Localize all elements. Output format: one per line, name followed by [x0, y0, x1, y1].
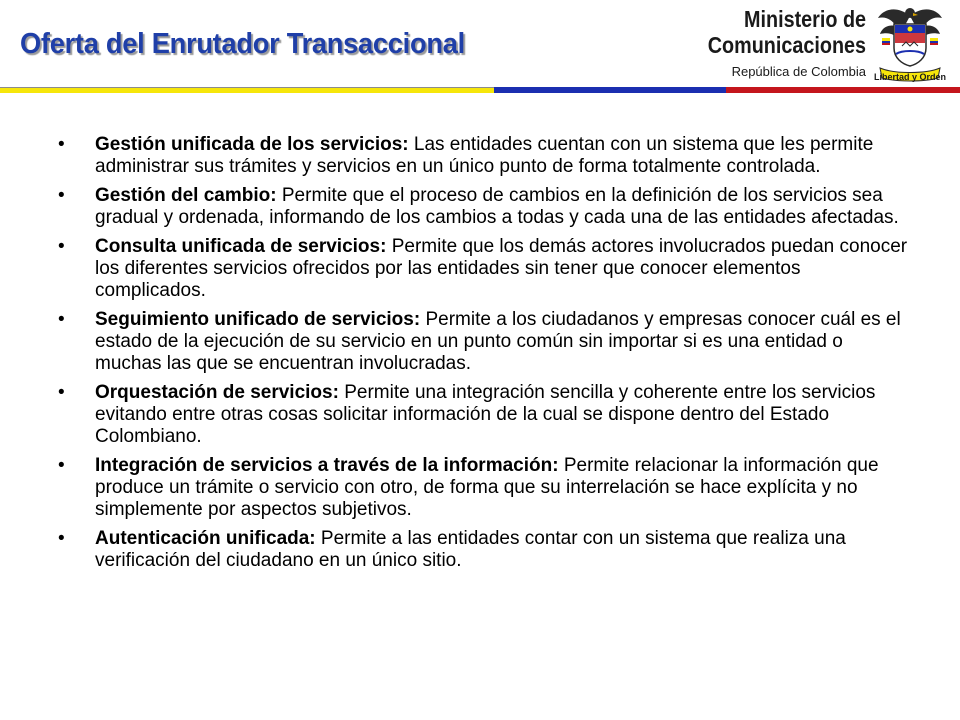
bullet-item [58, 528, 908, 572]
bullet-item [58, 455, 908, 521]
ministry-logo-text [682, 6, 866, 79]
bullet-term: Integración de servicios a través de la información: [95, 455, 559, 476]
bullet-description: Permite que el proceso de cambios en la definición de los servicios sea gradual y ordenada, informando de los cambios a todas y cada una de las entidades afectadas. [95, 185, 899, 228]
bullet-icon: • [58, 309, 65, 330]
bullet-icon: • [58, 455, 65, 476]
bullet-icon: • [58, 528, 65, 549]
page-title: Oferta del Enrutador Transaccional [20, 28, 465, 60]
bullet-icon: • [58, 185, 65, 206]
flag-bar-yellow [0, 87, 494, 93]
bullet-description: Permite a las entidades contar con un sistema que realiza una verificación del ciudadano en un único sitio. [95, 528, 846, 571]
bullet-description: Permite a los ciudadanos y empresas conocer cuál es el estado de la ejecución de su servicio en un punto común sin importar si es una entidad o muchas las que se encuentran involucradas. [95, 309, 901, 374]
bullet-item [58, 309, 908, 375]
country-name: República de Colombia [731, 64, 866, 79]
bullet-term: Autenticación unificada: [95, 528, 316, 549]
bullet-item [58, 185, 908, 229]
bullet-list [58, 134, 908, 579]
flag-bar-red [726, 87, 960, 93]
bullet-icon: • [58, 236, 65, 257]
bullet-item [58, 236, 908, 302]
bullet-term: Consulta unificada de servicios: [95, 236, 387, 257]
bullet-description: Permite una integración sencilla y coherente entre los servicios evitando entre otras cosas solicitar información de la cual se dispone dentro del Estado Colombiano. [95, 382, 876, 447]
crest-motto: Libertad y Orden [874, 72, 947, 82]
bullet-term: Gestión unificada de los servicios: [95, 134, 409, 155]
bullet-icon: • [58, 382, 65, 403]
bullet-description: Permite que los demás actores involucrados puedan conocer los diferentes servicios ofrecidos por las entidades sin tener que conocer elementos complicados. [95, 236, 908, 301]
bullet-term: Orquestación de servicios: [95, 382, 339, 403]
bullet-item [58, 382, 908, 448]
flag-bar-blue [494, 87, 726, 93]
bullet-term: Seguimiento unificado de servicios: [95, 309, 421, 330]
bullet-description: Las entidades cuentan con un sistema que les permite administrar sus trámites y servicios en un único punto de forma totalmente controlada. [95, 134, 874, 177]
bullet-description: Permite relacionar la información que produce un trámite o servicio con otro, de forma que su interrelación se hace explícita y no simplemente por aspectos subjetivos. [95, 455, 879, 520]
bullet-icon: • [58, 134, 65, 155]
flag-color-bar [0, 87, 960, 93]
ministry-name-line1: Ministerio de [744, 6, 866, 32]
ministry-name-line2: Comunicaciones [707, 32, 866, 58]
bullet-term: Gestión del cambio: [95, 185, 277, 206]
bullet-item [58, 134, 908, 178]
